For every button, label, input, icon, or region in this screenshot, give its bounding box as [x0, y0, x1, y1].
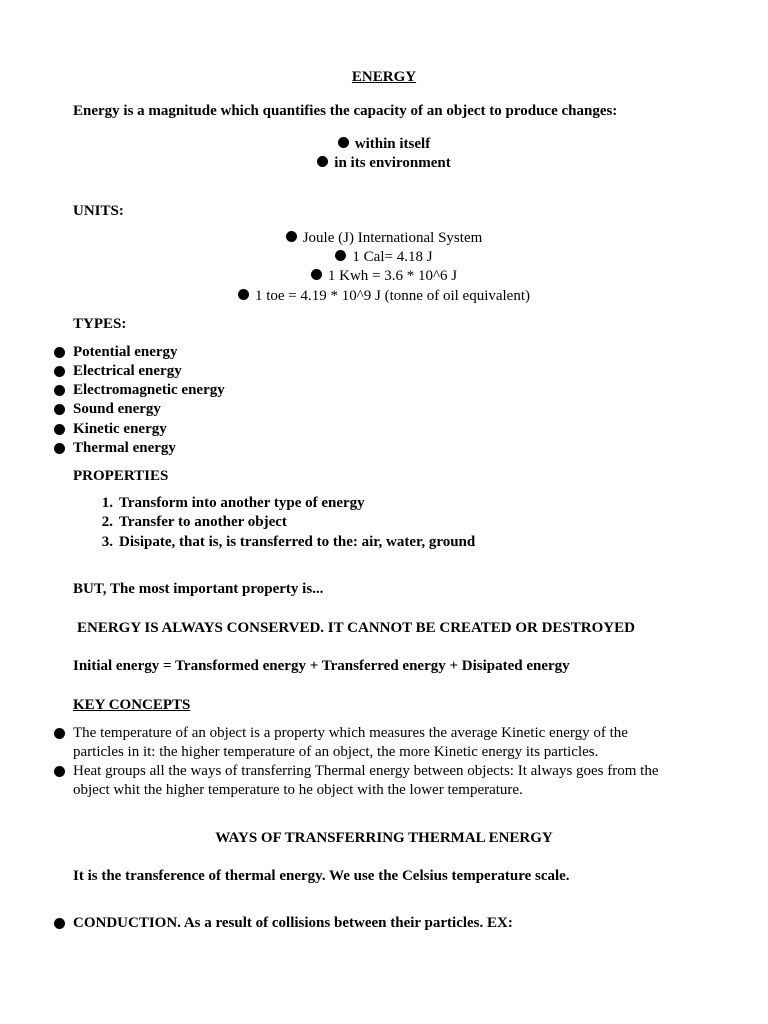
intro-paragraph: Energy is a magnitude which quantifies the capacity of an object to produce changes: — [73, 103, 618, 119]
bullet-icon — [54, 347, 65, 358]
but-line: BUT, The most important property is... — [73, 581, 324, 597]
bullet-icon — [54, 404, 65, 415]
ways-heading: WAYS OF TRANSFERRING THERMAL ENERGY — [215, 830, 553, 846]
bullet-icon — [54, 366, 65, 377]
bullet-icon — [54, 385, 65, 396]
bullet-icon — [54, 766, 65, 777]
properties-heading: PROPERTIES — [73, 468, 169, 484]
units-item-1: Joule (J) International System — [0, 229, 768, 248]
key-concepts-heading: KEY CONCEPTS — [73, 697, 191, 713]
properties-item: 2. Transfer to another object — [101, 514, 287, 530]
properties-item: 3. Disipate, that is, is transferred to the: air, water, ground — [101, 534, 476, 550]
bullet-icon — [311, 269, 322, 280]
units-item-4: 1 toe = 4.19 * 10^9 J (tonne of oil equivalent) — [0, 287, 768, 306]
bullet-icon — [238, 289, 249, 300]
ways-intro: It is the transference of thermal energy. We use the Celsius temperature scale. — [73, 868, 570, 884]
page-title: ENERGY — [351, 69, 417, 85]
bullet-icon — [54, 728, 65, 739]
changes-item-1: within itself — [0, 135, 768, 154]
bullet-icon — [335, 250, 346, 261]
bullet-icon — [338, 137, 349, 148]
bullet-icon — [54, 443, 65, 454]
units-item-3: 1 Kwh = 3.6 * 10^6 J — [0, 267, 768, 286]
bullet-icon — [317, 156, 328, 167]
bullet-icon — [286, 231, 297, 242]
units-item-2: 1 Cal= 4.18 J — [0, 248, 768, 267]
energy-equation: Initial energy = Transformed energy + Transferred energy + Disipated energy — [73, 658, 570, 674]
bullet-icon — [54, 918, 65, 929]
conservation-statement: ENERGY IS ALWAYS CONSERVED. IT CANNOT BE CREATED OR DESTROYED — [77, 620, 635, 636]
units-heading: UNITS: — [73, 203, 124, 219]
properties-item: 1. Transform into another type of energy — [101, 495, 365, 511]
document-page: ENERGY Energy is a magnitude which quantifies the capacity of an object to produce changes: within itself in its environment UNITS: Joule (J) International System 1 Cal= 4.18 J 1 Kwh = 3.6 * 10^6 J 1 toe = 4.19 * 10^9 J (tonne of oil equivalent) TYPES: Potential energy Electrical energy Electromagnetic energy Sound energy Kinetic energy Thermal energy PROPERTIES 1. Transform into another type of energy 2. Transfer to another object 3. Disipate, that is, is transferred to the: air, water, ground BUT, The most important property is... ENERGY IS ALWAYS CONSERVED. IT CANNOT BE CREATED OR DESTROYED Initial energy = Transformed energy + Transferred energy + Disipated energy KEY CONCEPTS The temperature of an object is a property which measures the average Kinetic energy of the particles in it: the higher temperature of an object, the more Kinetic energy its particles. Heat groups all the ways of transferring Thermal energy between objects: It always goes from the object whit the higher temperature to he object with the lower temperature. WAYS OF TRANSFERRING THERMAL ENERGY It is the transference of thermal energy. We use the Celsius temperature scale. CONDUCTION. As a result of collisions between their particles. EX: — [0, 0, 768, 1024]
changes-item-2: in its environment — [0, 154, 768, 173]
bullet-icon — [54, 424, 65, 435]
types-heading: TYPES: — [73, 316, 127, 332]
